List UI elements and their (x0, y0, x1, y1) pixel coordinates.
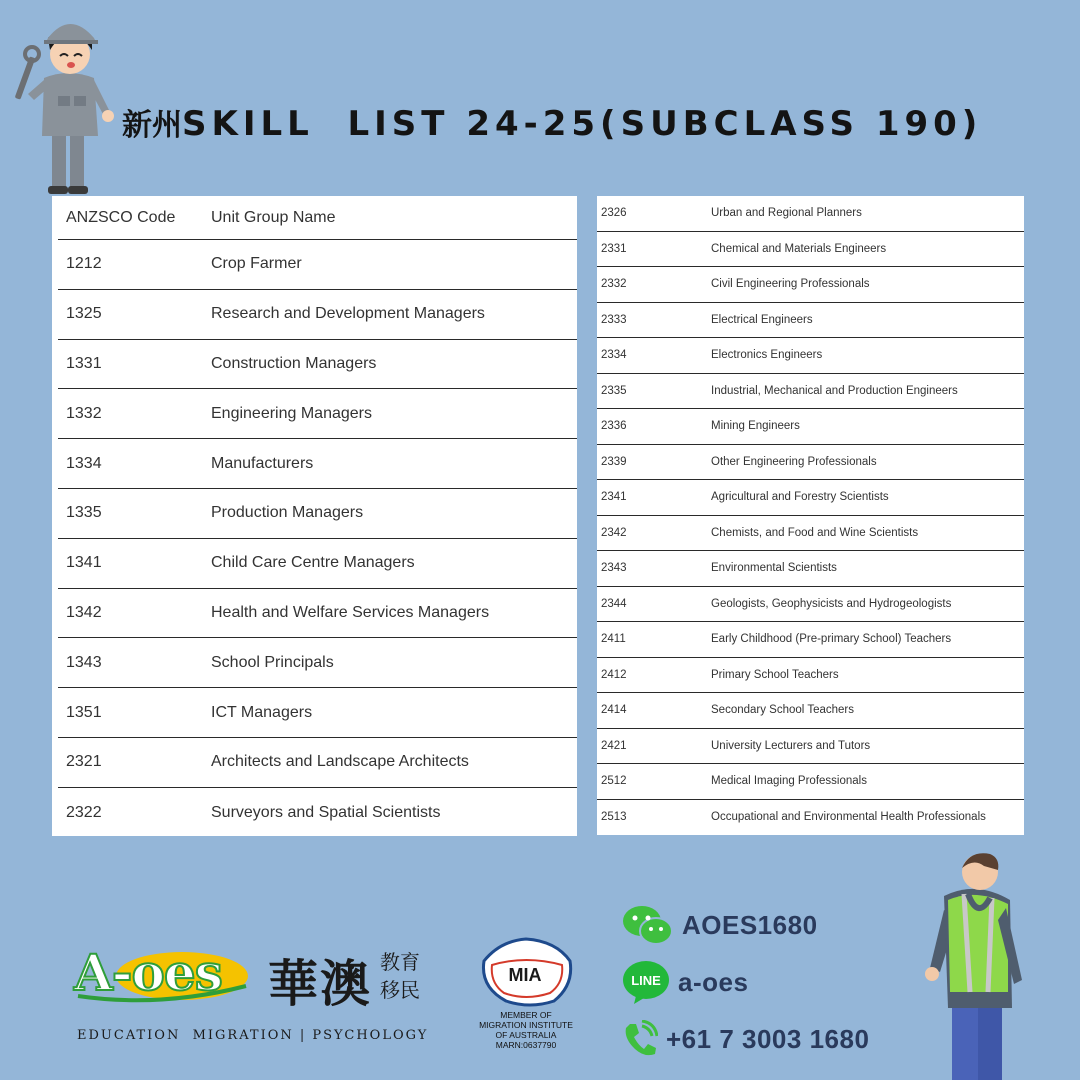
header-code: ANZSCO Code (66, 208, 176, 226)
aoes-logo-text: A-oes (74, 943, 222, 1002)
code-cell: 2411 (601, 633, 626, 646)
name-cell: Urban and Regional Planners (711, 207, 862, 220)
header-name: Unit Group Name (211, 208, 336, 226)
table-row (597, 338, 1024, 374)
code-cell: 2333 (601, 313, 627, 326)
code-cell: 1351 (66, 703, 102, 721)
code-cell: 2512 (601, 775, 627, 788)
name-cell: Medical Imaging Professionals (711, 775, 867, 788)
code-cell: 2334 (601, 349, 627, 362)
code-cell: 2336 (601, 420, 627, 433)
table-row (597, 622, 1024, 658)
table-row (58, 489, 577, 539)
code-cell: 1335 (66, 504, 102, 522)
name-cell: Research and Development Managers (211, 305, 485, 323)
table-row (597, 516, 1024, 552)
name-cell: Industrial, Mechanical and Production Engineers (711, 384, 958, 397)
code-cell: 2332 (601, 278, 627, 291)
table-row (597, 445, 1024, 481)
wechat-id: AOES1680 (682, 909, 818, 940)
code-cell: 1334 (66, 454, 102, 472)
name-cell: Child Care Centre Managers (211, 554, 415, 572)
table-row (58, 539, 577, 589)
code-cell: 2331 (601, 242, 627, 255)
code-cell: 1341 (66, 554, 102, 572)
name-cell: Manufacturers (211, 454, 314, 472)
code-cell: 2322 (66, 803, 102, 821)
code-cell: 2326 (601, 207, 627, 220)
wechat-icon (622, 904, 674, 946)
name-cell: Secondary School Teachers (711, 704, 854, 717)
code-cell: 2342 (601, 526, 627, 539)
chinese-brand-subtitle: 教育移民 (380, 950, 420, 1002)
name-cell: Occupational and Environmental Health Professionals (711, 811, 986, 824)
table-row (58, 738, 577, 788)
name-cell: Geologists, Geophysicists and Hydrogeologists (711, 597, 952, 610)
table-row (597, 267, 1024, 303)
table-row (58, 389, 577, 439)
phone-number: +61 7 3003 1680 (666, 1023, 870, 1054)
mia-caption-line: OF AUSTRALIA (495, 1030, 557, 1040)
title-en: SKILL LIST 24-25(SUBCLASS 190) (182, 104, 983, 144)
table-row (58, 638, 577, 688)
table-row (597, 551, 1024, 587)
name-cell: Health and Welfare Services Managers (211, 603, 490, 621)
table-row (58, 788, 577, 838)
code-cell: 2414 (601, 704, 627, 717)
skill-table-right (597, 196, 1024, 835)
name-cell: School Principals (211, 653, 334, 671)
table-row (58, 240, 577, 290)
name-cell: Electrical Engineers (711, 313, 813, 326)
name-cell: Electronics Engineers (711, 349, 823, 362)
code-cell: 2341 (601, 491, 627, 504)
table-row (597, 587, 1024, 623)
code-cell: 1331 (66, 354, 102, 372)
name-cell: Chemists, and Food and Wine Scientists (711, 526, 919, 539)
table-row (58, 688, 577, 738)
code-cell: 2412 (601, 668, 627, 681)
line-app-icon (622, 960, 670, 1004)
name-cell: Architects and Landscape Architects (211, 753, 469, 771)
table-row (597, 409, 1024, 445)
mia-logo (470, 935, 580, 1011)
skill-table-left (52, 196, 577, 836)
mia-caption-line: MIGRATION INSTITUTE (479, 1020, 573, 1030)
code-cell: 2321 (66, 753, 102, 771)
code-cell: 1342 (66, 603, 102, 621)
table-header-row (58, 196, 577, 240)
name-cell: Civil Engineering Professionals (711, 278, 870, 291)
name-cell: Chemical and Materials Engineers (711, 242, 887, 255)
chinese-brand-logo: 華澳 (268, 954, 372, 1013)
name-cell: Surveyors and Spatial Scientists (211, 803, 441, 821)
table-row (597, 480, 1024, 516)
table-row (597, 693, 1024, 729)
code-cell: 2335 (601, 384, 627, 397)
name-cell: Other Engineering Professionals (711, 455, 877, 468)
mia-caption (470, 1010, 582, 1050)
table-row (597, 232, 1024, 268)
mia-caption-line: MEMBER OF (500, 1010, 552, 1020)
code-cell: 2343 (601, 562, 627, 575)
table-row (597, 374, 1024, 410)
mia-logo-text: MIA (508, 965, 542, 985)
code-cell: 1343 (66, 653, 102, 671)
name-cell: Early Childhood (Pre-primary School) Teachers (711, 633, 952, 646)
brand-tagline: EDUCATION MIGRATION | PSYCHOLOGY (77, 1028, 429, 1043)
code-cell: 1212 (66, 255, 102, 273)
worker-illustration-safety-vest (918, 850, 1028, 1080)
name-cell: Agricultural and Forestry Scientists (711, 491, 889, 504)
table-row (58, 589, 577, 639)
line-id: a-oes (678, 966, 749, 997)
name-cell: Construction Managers (211, 354, 377, 372)
name-cell: Engineering Managers (211, 404, 372, 422)
name-cell: Mining Engineers (711, 420, 800, 433)
title-cn: 新州 (122, 108, 182, 143)
code-cell: 2421 (601, 739, 627, 752)
name-cell: Crop Farmer (211, 255, 302, 273)
line-contact (622, 960, 748, 1004)
code-cell: 2344 (601, 597, 627, 610)
table-row (58, 290, 577, 340)
aoes-logo (70, 938, 250, 1008)
table-row (597, 658, 1024, 694)
phone-icon (622, 1020, 658, 1058)
line-icon-label: LINE (631, 973, 661, 988)
table-row (597, 729, 1024, 765)
name-cell: Primary School Teachers (711, 668, 839, 681)
phone-contact (622, 1020, 869, 1058)
code-cell: 1332 (66, 404, 102, 422)
worker-illustration-wrench (14, 8, 124, 198)
name-cell: ICT Managers (211, 703, 313, 721)
name-cell: Production Managers (211, 504, 364, 522)
code-cell: 2339 (601, 455, 627, 468)
table-row (58, 340, 577, 390)
mia-caption-line: MARN:0637790 (495, 1040, 557, 1050)
code-cell: 1325 (66, 305, 102, 323)
table-row (58, 439, 577, 489)
table-row (597, 764, 1024, 800)
name-cell: University Lecturers and Tutors (711, 739, 871, 752)
table-row (597, 196, 1024, 232)
table-row (597, 303, 1024, 339)
wechat-contact (622, 904, 818, 946)
table-row (597, 800, 1024, 836)
name-cell: Environmental Scientists (711, 562, 837, 575)
code-cell: 2513 (601, 811, 627, 824)
page-title (122, 100, 982, 144)
